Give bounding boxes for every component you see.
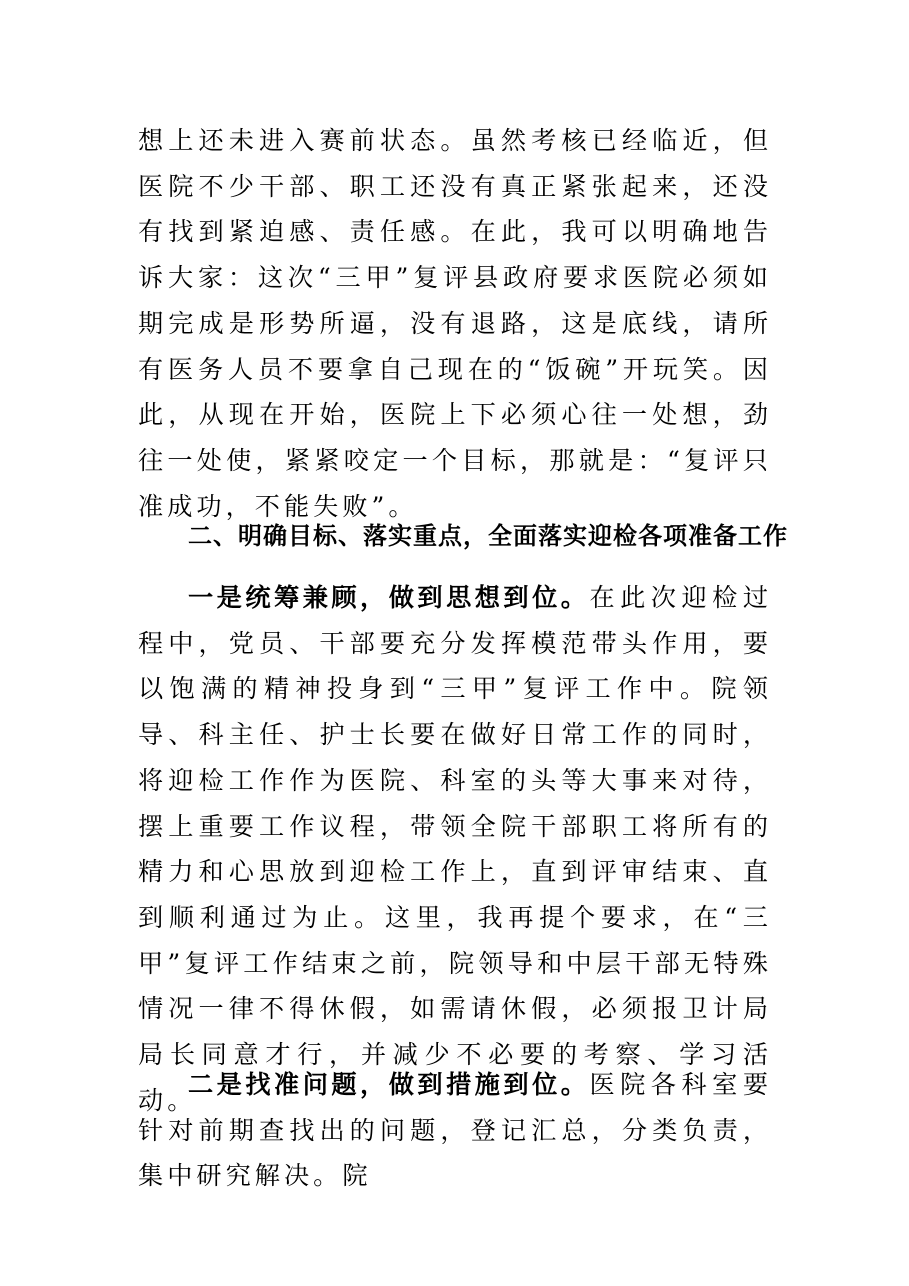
paragraph-text: 想上还未进入赛前状态。虽然考核已经临近，但医院不少干部、职工还没有真正紧张起来，还没有找到紧迫感、责任感。在此，我可以明确地告诉大家：这次“三甲”复评县政府要求医院必须如期完成是形势所逼，没有退路，这是底线，请所有医务人员不要拿自己现在的“饭碗”开玩笑。因此，从现在开始，医院上下必须心往一处想，劲往一处使，紧紧咬定一个目标，那就是：“复评只准成功，不能失败”。 — [138, 126, 772, 521]
section-heading: 二、明确目标、落实重点，全面落实迎检各项准备工作 — [188, 522, 788, 550]
item-2-text: 医院各科室要针对前期查找出的问题，登记汇总，分类负责，集中研究解决。院 — [138, 1070, 773, 1191]
paragraph-item-1 — [138, 575, 772, 1123]
paragraph-continued — [138, 118, 772, 529]
item-1-lead: 一是统筹兼顾，做到思想到位。 — [188, 583, 590, 612]
item-1-text: 在此次迎检过程中，党员、干部要充分发挥模范带头作用，要以饱满的精神投身到“三甲”复评工作中。院领导、科主任、护士长要在做好日常工作的同时，将迎检工作作为医院、科室的头等大事来对待，摆上重要工作议程，带领全院干部职工将所有的精力和心思放到迎检工作上，直到评审结束、直到顺利通过为止。这里，我再提个要求，在“三甲”复评工作结束之前，院领导和中层干部无特殊情况一律不得休假，如需请休假，必须报卫计局局长同意才行，并减少不必要的考察、学习活动。 — [138, 583, 773, 1115]
paragraph-item-2 — [138, 1062, 772, 1199]
item-2-lead: 二是找准问题，做到措施到位。 — [188, 1070, 590, 1099]
